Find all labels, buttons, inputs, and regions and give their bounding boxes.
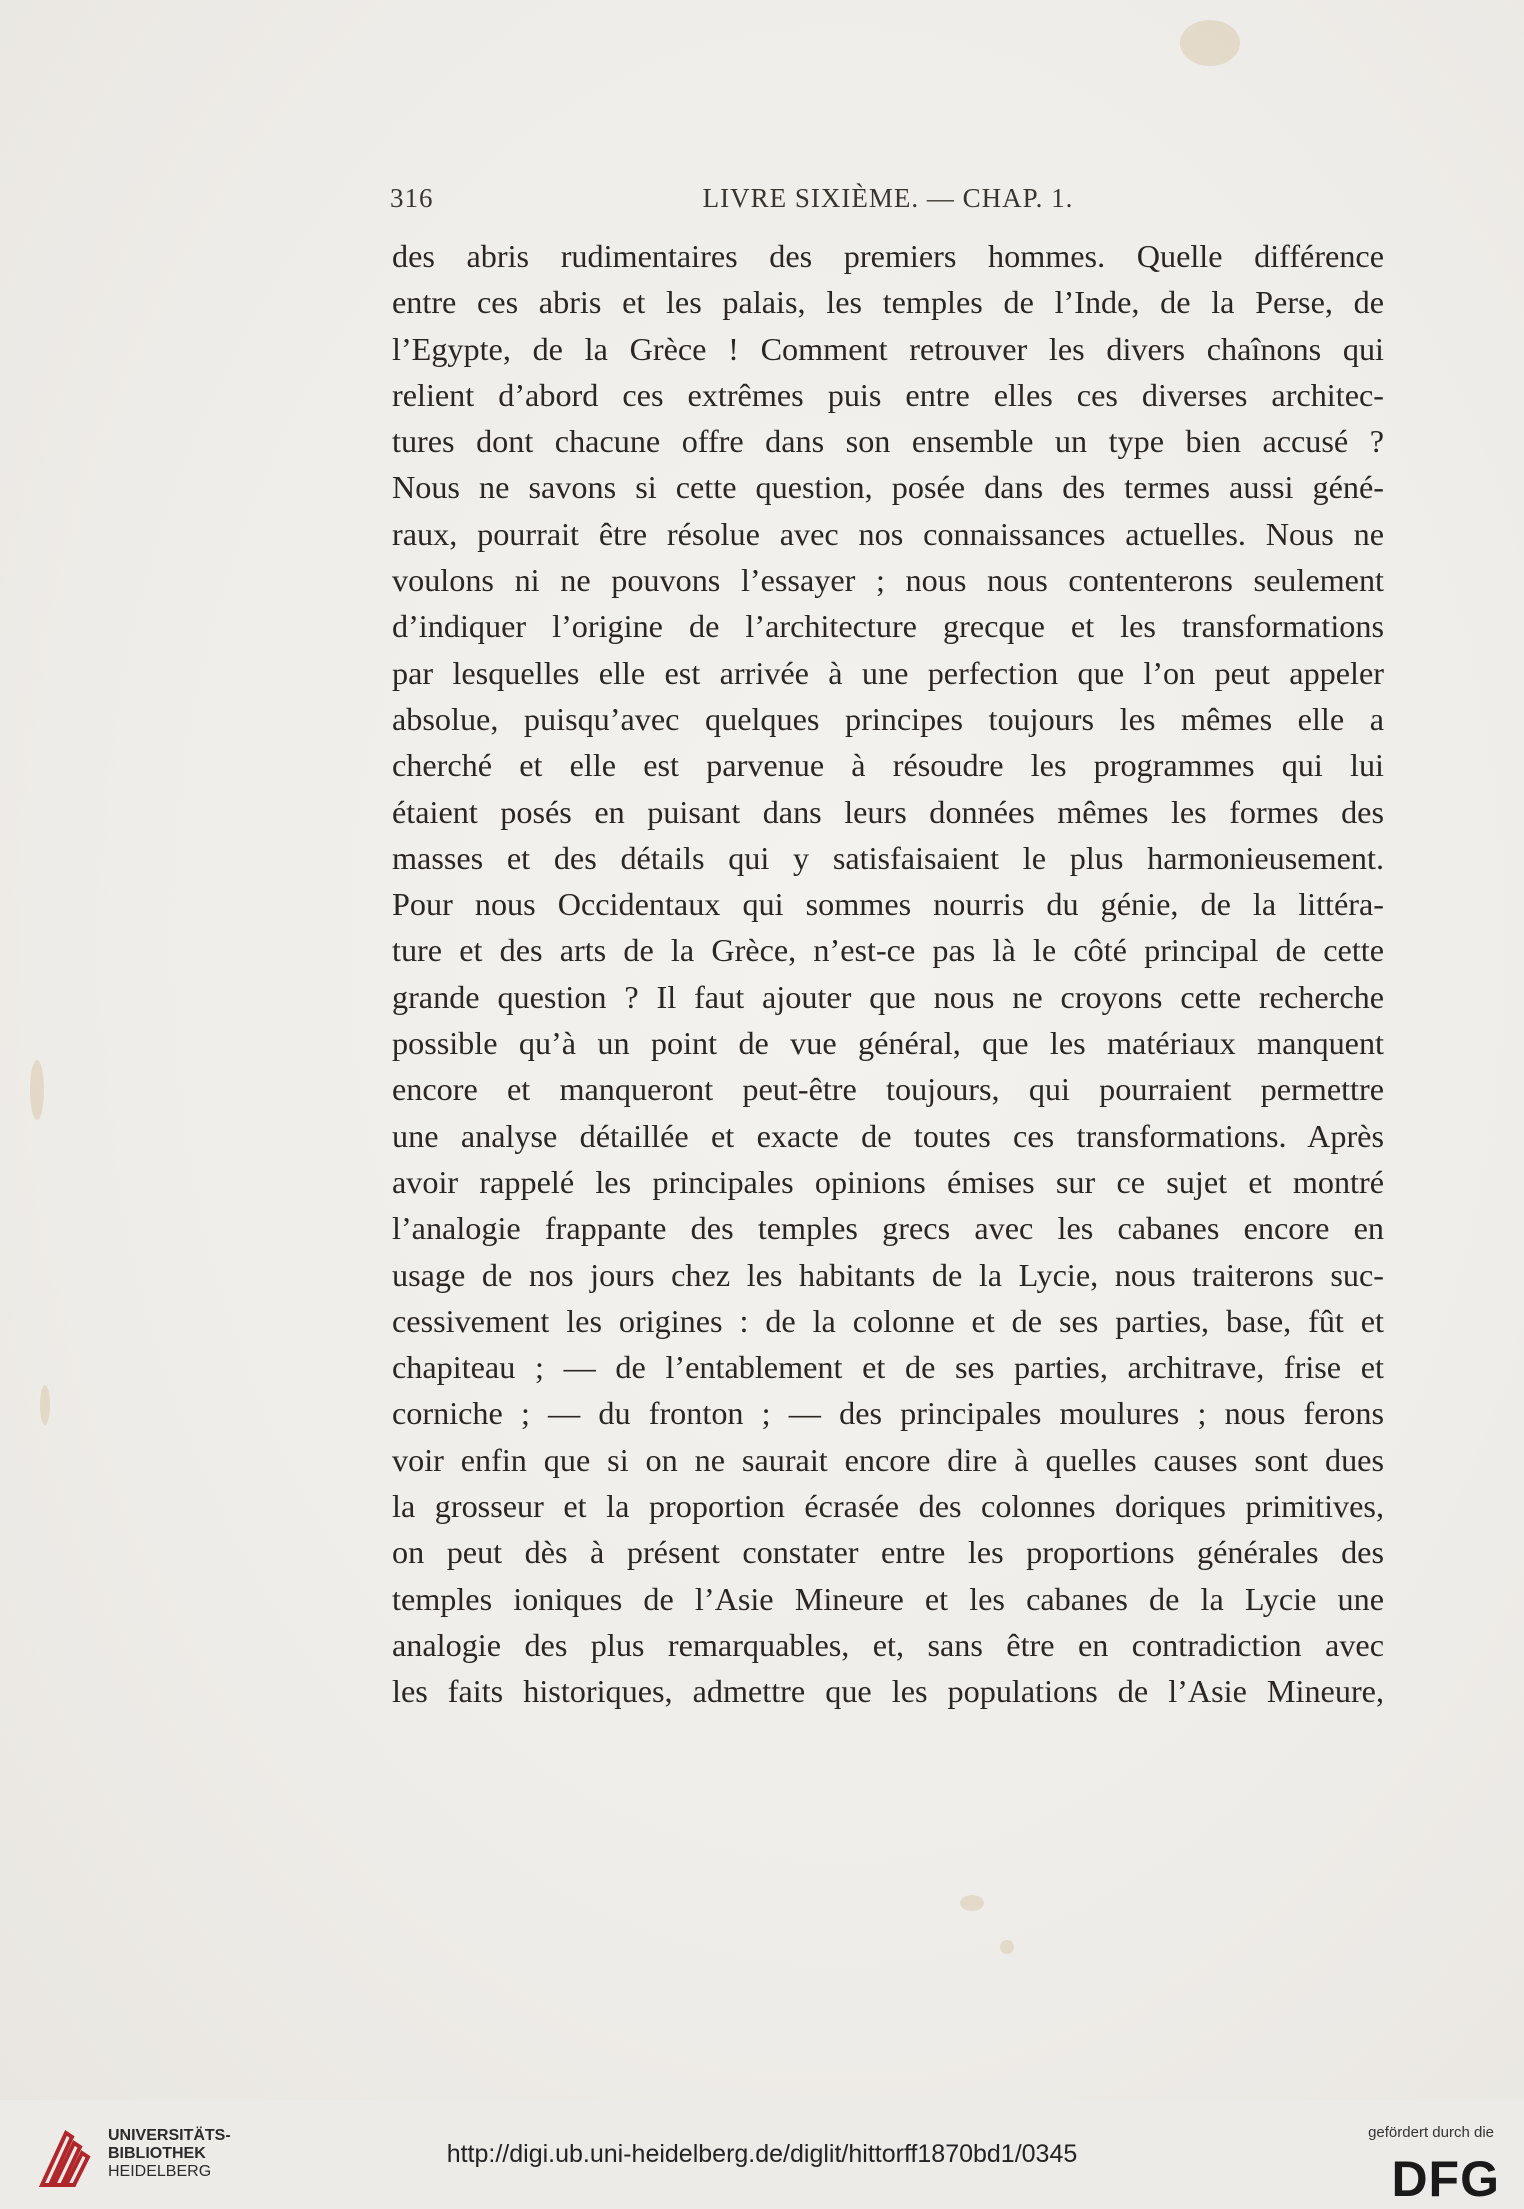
text-line: étaient posés en puisant dans leurs données mêmes les formes des [392, 793, 1384, 830]
foxing-stain [1180, 20, 1240, 66]
library-name-line2: BIBLIOTHEK [108, 2145, 206, 2162]
text-line: entre ces abris et les palais, les temples de l’Inde, de la Perse, de [392, 284, 1384, 321]
text-line: possible qu’à un point de vue général, que les matériaux manquent [392, 1025, 1384, 1062]
text-line: voir enfin que si on ne saurait encore dire à quelles causes sont dues [392, 1441, 1384, 1478]
permalink-url[interactable]: http://digi.ub.uni-heidelberg.de/diglit/hittorff1870bd1/0345 [446, 2140, 1078, 2168]
text-line: les faits historiques, admettre que les populations de l’Asie Mineure, [392, 1673, 1384, 1710]
text-line: des abris rudimentaires des premiers hommes. Quelle différence [392, 238, 1384, 274]
library-name-line1: UNIVERSITÄTS- [108, 2127, 231, 2144]
text-line: encore et manqueront peut-être toujours, qui pourraient permettre [392, 1071, 1384, 1108]
page-number: 316 [390, 183, 434, 213]
text-line: temples ioniques de l’Asie Mineure et les cabanes de la Lycie une [392, 1580, 1384, 1617]
text-line: chapiteau ; — de l’entablement et de ses parties, architrave, frise et [392, 1349, 1384, 1386]
text-line: grande question ? Il faut ajouter que nous ne croyons cette recherche [392, 978, 1384, 1015]
text-line: une analyse détaillée et exacte de toutes ces transformations. Après [392, 1117, 1384, 1154]
text-line: cessivement les origines : de la colonne et de ses parties, base, fût et [392, 1302, 1384, 1339]
library-name-line3: HEIDELBERG [108, 2163, 212, 2180]
text-line: d’indiquer l’origine de l’architecture grecque et les transformations [392, 608, 1384, 645]
text-line: l’analogie frappante des temples grecs avec les cabanes encore en [392, 1210, 1384, 1247]
running-header [390, 183, 1386, 227]
text-line: Nous ne savons si cette question, posée dans des termes aussi géné- [392, 469, 1384, 506]
text-line: corniche ; — du fronton ; — des principales moulures ; nous ferons [392, 1395, 1384, 1432]
running-head-title: LIVRE SIXIÈME. — CHAP. 1. [702, 183, 1074, 213]
text-line: usage de nos jours chez les habitants de la Lycie, nous traiterons suc- [392, 1256, 1384, 1293]
text-line: Pour nous Occidentaux qui sommes nourris du génie, de la littéra- [392, 886, 1384, 923]
text-line: absolue, puisqu’avec quelques principes toujours les mêmes elle a [392, 700, 1384, 737]
foxing-stain [30, 1060, 44, 1120]
foxing-stain [40, 1385, 50, 1425]
text-line: tures dont chacune offre dans son ensemble un type bien accusé ? [392, 423, 1384, 460]
text-line: relient d’abord ces extrêmes puis entre elles ces diverses architec- [392, 376, 1384, 413]
dfg-logo: DFG [1391, 2151, 1500, 2207]
text-line: par lesquelles elle est arrivée à une perfection que l’on peut appeler [392, 654, 1384, 691]
foxing-stain [960, 1895, 984, 1911]
text-line: la grosseur et la proportion écrasée des colonnes doriques primitives, [392, 1488, 1384, 1525]
text-line: cherché et elle est parvenue à résoudre les programmes qui lui [392, 747, 1384, 784]
text-line: masses et des détails qui y satisfaisaient le plus harmonieusement. [392, 839, 1384, 876]
text-line: on peut dès à présent constater entre les proportions générales des [392, 1534, 1384, 1571]
text-line: l’Egypte, de la Grèce ! Comment retrouver les divers chaînons qui [392, 330, 1384, 367]
body-text [392, 233, 1384, 1715]
funded-by-label: gefördert durch die [1368, 2124, 1494, 2141]
text-line: ture et des arts de la Grèce, n’est-ce pas là le côté principal de cette [392, 932, 1384, 969]
text-line: raux, pourrait être résolue avec nos connaissances actuelles. Nous ne [392, 515, 1384, 552]
foxing-stain [1000, 1940, 1014, 1954]
text-line: avoir rappelé les principales opinions émises sur ce sujet et montré [392, 1163, 1384, 1200]
text-line: voulons ni ne pouvons l’essayer ; nous nous contenterons seulement [392, 562, 1384, 599]
text-line: analogie des plus remarquables, et, sans être en contradiction avec [392, 1626, 1384, 1663]
